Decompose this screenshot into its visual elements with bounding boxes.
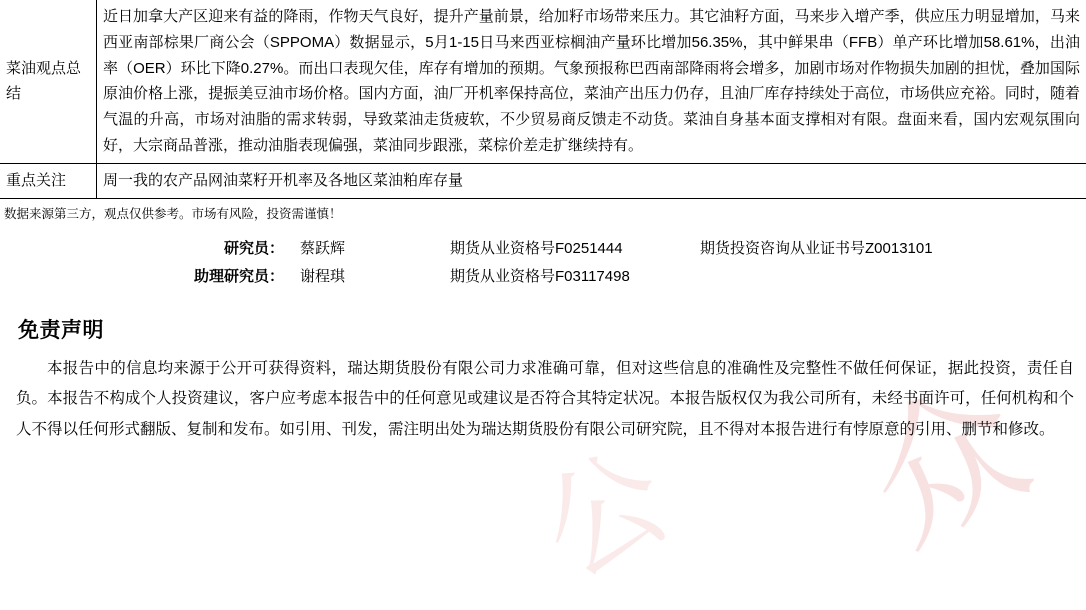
table-row	[0, 0, 1086, 163]
row-content-focus: 周一我的农产品网油菜籽开机率及各地区菜油粕库存量	[97, 163, 1086, 198]
disclaimer-title: 免责声明	[18, 314, 1086, 344]
researcher-row	[0, 237, 1076, 258]
researcher-title: 研究员：	[0, 237, 300, 258]
researcher-row	[0, 265, 1076, 286]
watermark-glyph-2: 公	[507, 402, 694, 610]
row-label-focus: 重点关注	[0, 163, 97, 198]
summary-table	[0, 0, 1086, 199]
assistant-researcher-name: 谢程琪	[300, 265, 450, 286]
assistant-researcher-title: 助理研究员：	[0, 265, 300, 286]
assistant-researcher-cert: 期货从业资格号F03117498	[450, 265, 700, 286]
disclaimer-body: 本报告中的信息均来源于公开可获得资料，瑞达期货股份有限公司力求准确可靠，但对这些信息的准确性及完整性不做任何保证，据此投资，责任自负。本报告不构成个人投资建议，客户应考虑本报告中的任何意见或建议是否符合其特定状况。本报告版权仅为我公司所有，未经书面许可，任何机构和个人不得以任何形式翻版、复制和发布。如引用、刊发，需注明出处为瑞达期货股份有限公司研究院，且不得对本报告进行有悖原意的引用、删节和修改。	[16, 354, 1074, 445]
table-row	[0, 163, 1086, 198]
row-content-summary: 近日加拿大产区迎来有益的降雨，作物天气良好，提升产量前景，给加籽市场带来压力。其它油籽方面，马来步入增产季，供应压力明显增加，马来西亚南部棕果厂商公会（SPPOMA）数据显示，5月1-15日马来西亚棕榈油产量环比增加56.35%，其中鲜果串（FFB）单产环比增加58.61%，出油率（OER）环比下降0.27%。而出口表现欠佳，库存有增加的预期。气象预报称巴西南部降雨将会增多，加剧市场对作物损失加剧的担忧，叠加国际原油价格上涨，提振美豆油市场价格。国内方面，油厂开机率保持高位，菜油产出压力仍存，且油厂库存持续处于高位，市场供应充裕。同时，随着气温的升高，市场对油脂的需求转弱，导致菜油走货疲软，不少贸易商反馈走不动货。菜油自身基本面支撑相对有限。盘面来看，国内宏观氛围向好，大宗商品普涨，推动油脂表现偏强，菜油同步跟涨，菜棕价差走扩继续持有。	[97, 0, 1086, 163]
researcher-cert-secondary: 期货投资咨询从业证书号Z0013101	[700, 237, 933, 258]
researcher-cert: 期货从业资格号F0251444	[450, 237, 700, 258]
researchers-block	[0, 237, 1086, 286]
source-note: 数据来源第三方，观点仅供参考。市场有风险，投资需谨慎！	[4, 206, 1086, 224]
row-label-summary: 菜油观点总结	[0, 0, 97, 163]
researcher-name: 蔡跃辉	[300, 237, 450, 258]
watermark-glyph-1: 众	[824, 322, 1058, 583]
